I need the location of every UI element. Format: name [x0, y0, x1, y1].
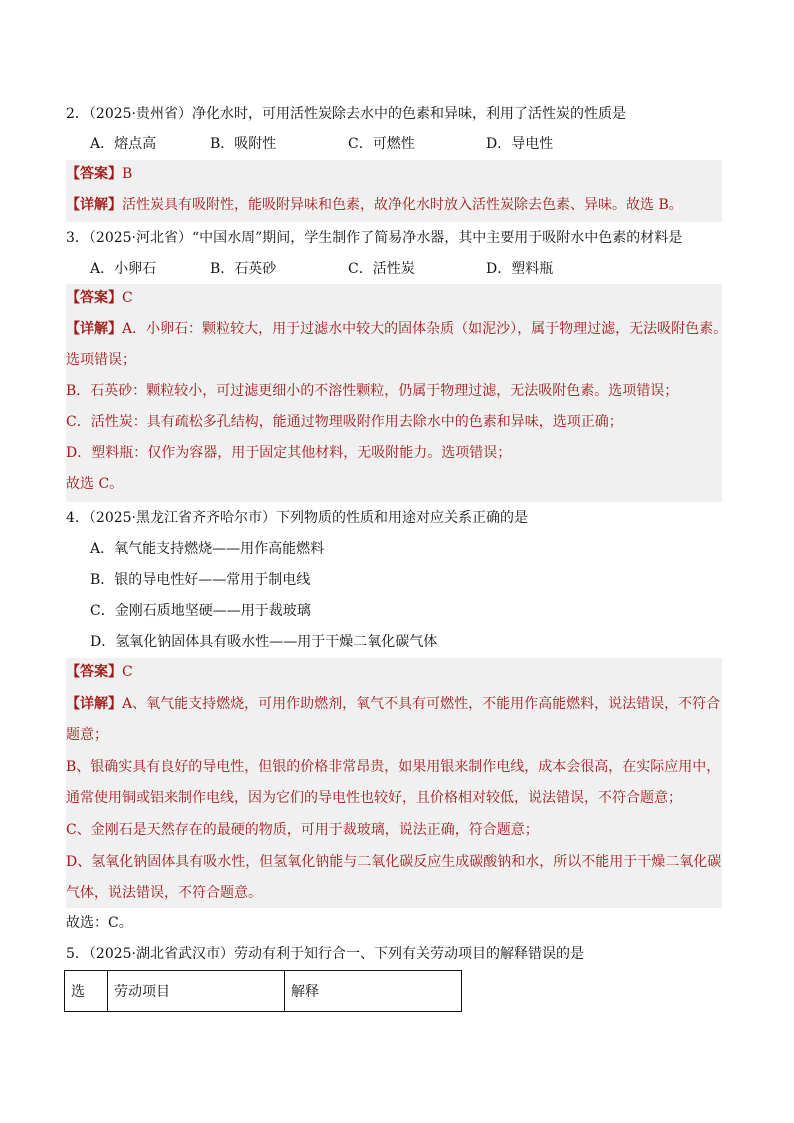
q4-option-c: C．金刚石质地坚硬——用于裁玻璃	[90, 603, 311, 619]
question-2-options	[90, 134, 610, 154]
q4-answer: 【答案】C	[66, 664, 133, 680]
question-3-options	[90, 259, 610, 279]
question-2-stem: 2．（2025·贵州省）净化水时，可用活性炭除去水中的色素和异味，利用了活性炭的性质是	[66, 106, 626, 122]
q2-option-c: C．可燃性	[348, 136, 415, 152]
q2-answer-block	[66, 160, 722, 222]
q4-detail-line: 题意；	[66, 727, 108, 743]
q4-detail-line: B、银确实具有良好的导电性，但银的价格非常昂贵，如果用银来制作电线，成本会很高，在实际应用中，	[66, 759, 721, 775]
q3-option-d: D．塑料瓶	[486, 261, 554, 277]
q4-option-d: D．氢氧化钠固体具有吸水性——用于干燥二氧化碳气体	[90, 634, 438, 650]
q3-detail-line: B．石英砂：颗粒较小，可过滤更细小的不溶性颗粒，仍属于物理过滤，无法吸附色素。选项错误；	[66, 383, 679, 399]
q4-detail-line: C、金刚石是天然存在的最硬的物质，可用于裁玻璃，说法正确，符合题意；	[66, 822, 539, 838]
q2-option-a: A．熔点高	[90, 136, 157, 152]
table-header-cell: 解释	[285, 971, 462, 1012]
labor-project-table	[64, 970, 462, 1012]
q3-detail-line: 故选 C。	[66, 476, 124, 492]
q3-detail-line: D．塑料瓶：仅作为容器，用于固定其他材料，无吸附能力。选项错误；	[66, 445, 512, 461]
table-header-cell: 劳动项目	[108, 971, 285, 1012]
table-header-row	[65, 971, 462, 1012]
q3-option-b: B．石英砂	[210, 261, 277, 277]
q3-answer-block	[66, 284, 728, 502]
q2-option-d: D．导电性	[486, 136, 554, 152]
q2-detail: 【详解】活性炭具有吸附性，能吸附异味和色素，故净化水时放入活性炭除去色素、异味。故选 B。	[66, 197, 683, 213]
q2-answer: 【答案】B	[66, 166, 133, 182]
q4-option-b: B．银的导电性好——常用于制电线	[90, 572, 311, 588]
q3-option-c: C．活性炭	[348, 261, 415, 277]
q3-answer: 【答案】C	[66, 290, 133, 306]
question-3-stem: 3．（2025·河北省）“中国水周”期间，学生制作了简易净水器，其中主要用于吸附水中色素的材料是	[66, 230, 683, 246]
q3-detail-line: 【详解】A．小卵石：颗粒较大，用于过滤水中较大的固体杂质（如泥沙），属于物理过滤，无法吸附色素。	[66, 321, 728, 337]
q4-detail-line: 气体，说法错误，不符合题意。	[66, 885, 262, 901]
q3-detail-line: C．活性炭：具有疏松多孔结构，能通过物理吸附作用去除水中的色素和异味，选项正确；	[66, 414, 623, 430]
q4-detail-line: 【详解】A、氧气能支持燃烧，可用作助燃剂，氧气不具有可燃性，不能用作高能燃料，说法错误，不符合	[66, 696, 721, 712]
question-5-stem: 5．（2025·湖北省武汉市）劳动有利于知行合一、下列有关劳动项目的解释错误的是	[66, 946, 584, 962]
q4-detail-line: 通常使用铜或铝来制作电线，因为它们的导电性也较好，且价格相对较低，说法错误，不符合题意；	[66, 790, 682, 806]
q3-option-a: A．小卵石	[90, 261, 157, 277]
q4-option-a: A．氧气能支持燃烧——用作高能燃料	[90, 541, 325, 557]
table-header-cell: 选	[65, 971, 108, 1012]
q4-answer-block	[66, 658, 722, 908]
q4-detail-line: D、氢氧化钠固体具有吸水性，但氢氧化钠能与二氧化碳反应生成碳酸钠和水，所以不能用于干燥二氧化碳	[66, 854, 722, 870]
question-4-stem: 4．（2025·黑龙江省齐齐哈尔市）下列物质的性质和用途对应关系正确的是	[66, 510, 528, 526]
q4-conclusion: 故选：C。	[66, 915, 133, 931]
q2-option-b: B．吸附性	[210, 136, 277, 152]
q3-detail-line: 选项错误；	[66, 352, 136, 368]
